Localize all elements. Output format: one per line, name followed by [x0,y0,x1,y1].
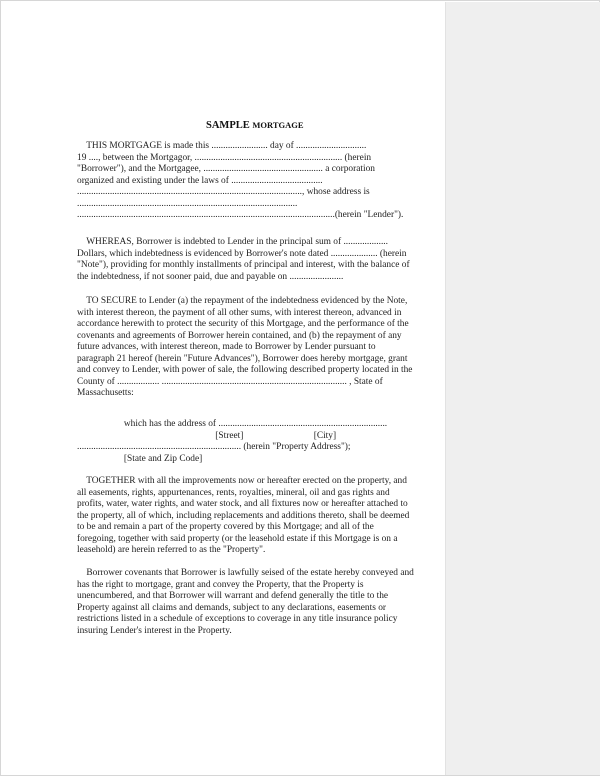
text-line: all easements, rights, appurtenances, rents, royalties, mineral, oil and gas rights and [77,487,390,498]
paragraph-to-secure [77,296,412,400]
paragraph-this-mortgage [77,141,403,222]
text-line: ..............................................................................................................(herein "Lender"). [77,210,404,220]
text-line: insuring Lender's interest in the Property. [77,625,232,636]
text-line: foregoing, together with said property (or the leasehold estate if this Mortgage is on a [77,533,398,544]
text-line: County of .................. ............................................................................... , State of [77,376,383,387]
text-line: the indebtedness, if not sooner paid, due and payable on ....................... [77,271,344,282]
title-main: SAMPLE [206,120,250,131]
text-line: [State and Zip Code] [77,453,203,464]
text-line: accordance herewith to protect the security of this Mortgage, and the performance of the [77,319,409,329]
title-rest: MORTGAGE [252,120,304,130]
paragraph-borrower-covenants [77,568,414,637]
text-line: Property against all claims and demands, subject to any declarations, easements or [77,602,387,613]
text-line: ...................................................................... (herein "Property Address"); [77,442,351,452]
text-line: TO SECURE to Lender (a) the repayment of the indebtedness evidenced by the Note, [77,296,408,306]
text-line: ................................................................................................, whose address is [77,187,370,197]
text-line: 19 ...., between the Mortgagor, ............................................................... (herein [77,152,372,163]
text-line: to be and remain a part of the property covered by this Mortgage; and all of the [77,522,374,532]
text-line: paragraph 21 hereof (herein "Future Advances"), Borrower does hereby mortgage, grant [77,353,408,364]
paragraph-together [77,476,409,557]
text-line: and convey to Lender, with power of sale, the following described property located in the [77,365,413,375]
text-line: "Borrower"), and the Mortgagee, ................................................... a corporation [77,164,375,174]
property-address-block [77,419,387,465]
text-line: "Note"), providing for monthly installments of principal and interest, with the balance of [77,260,410,270]
text-line: has the right to mortgage, grant and convey the Property, that the Property is [77,579,364,590]
text-line: unencumbered, and that Borrower will warrant and defend generally the title to the [77,591,389,601]
text-line: organized and existing under the laws of ....................................... [77,175,323,186]
document-title [206,120,304,131]
comment-margin-pane [445,2,600,775]
text-line: .............................................................................................. [77,198,298,209]
text-line: Dollars, which indebtedness is evidenced by Borrower's note dated .................... (herein [77,248,407,259]
paragraph-whereas [77,237,410,283]
text-line: restrictions listed in a schedule of exceptions to coverage in any title insurance policy [77,614,398,624]
text-line: THIS MORTGAGE is made this ........................ day of .............................. [77,141,367,151]
text-line: leasehold) are herein referred to as the "Property". [77,545,266,555]
text-line: Massachusetts: [77,388,134,398]
text-line: profits, water, water rights, and water stock, and all fixtures now or hereafter attached to [77,499,408,509]
text-line: which has the address of ........................................................................ [77,419,388,429]
text-line: future advances, with interest thereon, made to Borrower by Lender pursuant to [77,342,376,352]
text-line: the property, all of which, including replacements and additions thereto, shall be deemed [77,510,410,521]
text-line: [Street] [City] [77,430,337,441]
text-line: covenants and agreements of Borrower herein contained, and (b) the repayment of any [77,330,402,341]
text-line: Borrower covenants that Borrower is lawfully seised of the estate hereby conveyed and [77,568,414,578]
text-line: TOGETHER with all the improvements now or hereafter erected on the property, and [77,476,407,486]
text-line: WHEREAS, Borrower is indebted to Lender in the principal sum of ................... [77,237,388,247]
text-line: with interest thereon, the payment of all other sums, with interest thereon, advanced in [77,307,402,318]
